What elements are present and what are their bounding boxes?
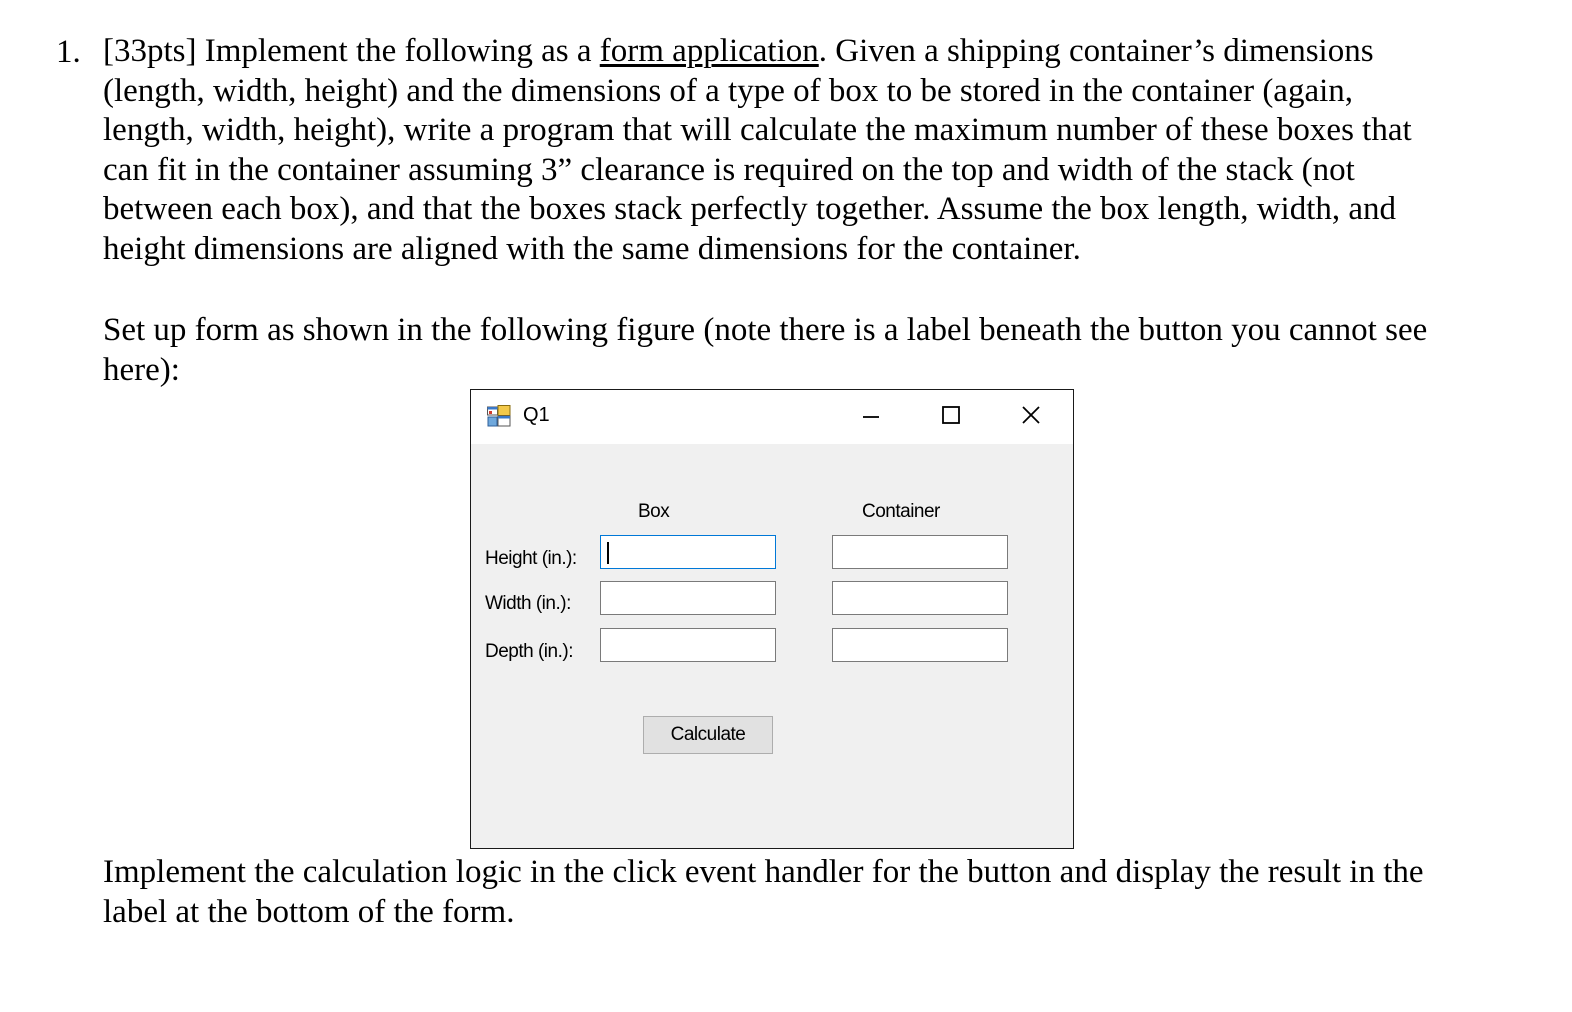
window-title: Q1 [523,404,550,426]
line-1-prefix: [33pts] Implement the following as a [103,33,600,69]
box-column-header: Box [638,501,670,522]
container-column-header: Container [862,501,940,522]
box-height-input[interactable] [600,535,776,569]
paragraph-1-line-4: can fit in the container assuming 3” clearance is required on the top and width of the stack (not [103,151,1355,188]
depth-label: Depth (in.): [485,641,573,662]
paragraph-2-line-2: here): [103,351,180,388]
question-paragraph-1 [103,32,1412,270]
text-cursor [607,542,609,564]
paragraph-3-line-1: Implement the calculation logic in the click event handler for the button and display the result in the [103,854,1424,890]
line-1-suffix: . Given a shipping container’s dimensions [818,33,1374,69]
close-button[interactable] [991,390,1071,444]
form-window [470,389,1074,849]
question-paragraph-3 [103,853,1424,932]
minimize-button[interactable] [831,390,911,444]
container-height-input[interactable] [832,535,1008,569]
paragraph-3-line-2: label at the bottom of the form. [103,893,515,930]
container-depth-input[interactable] [832,628,1008,662]
height-label: Height (in.): [485,548,577,569]
maximize-button[interactable] [911,390,991,444]
paragraph-1-line-5: between each box), and that the boxes stack perfectly together. Assume the box length, width, and [103,191,1397,228]
paragraph-1-line-3: length, width, height), write a program that will calculate the maximum number of these boxes that [103,112,1412,149]
minimize-icon [861,405,881,430]
question-number: 1. [56,34,81,70]
container-width-input[interactable] [832,581,1008,615]
paragraph-1-line-1 [103,32,1412,72]
question-paragraph-2 [103,311,1427,390]
box-depth-input[interactable] [600,628,776,662]
close-icon [1021,405,1041,430]
width-label: Width (in.): [485,593,571,614]
paragraph-1-line-2: (length, width, height) and the dimensions of a type of box to be stored in the container (again, [103,72,1354,109]
box-width-input[interactable] [600,581,776,615]
form-app-icon [487,405,511,427]
paragraph-2-line-1: Set up form as shown in the following figure (note there is a label beneath the button you cannot see [103,312,1428,348]
form-application-link-text: form application [599,33,819,69]
calculate-button[interactable]: Calculate [643,716,773,754]
window-titlebar [471,390,1073,444]
paragraph-1-line-6: height dimensions are aligned with the same dimensions for the container. [103,230,1081,267]
maximize-icon [941,405,961,430]
